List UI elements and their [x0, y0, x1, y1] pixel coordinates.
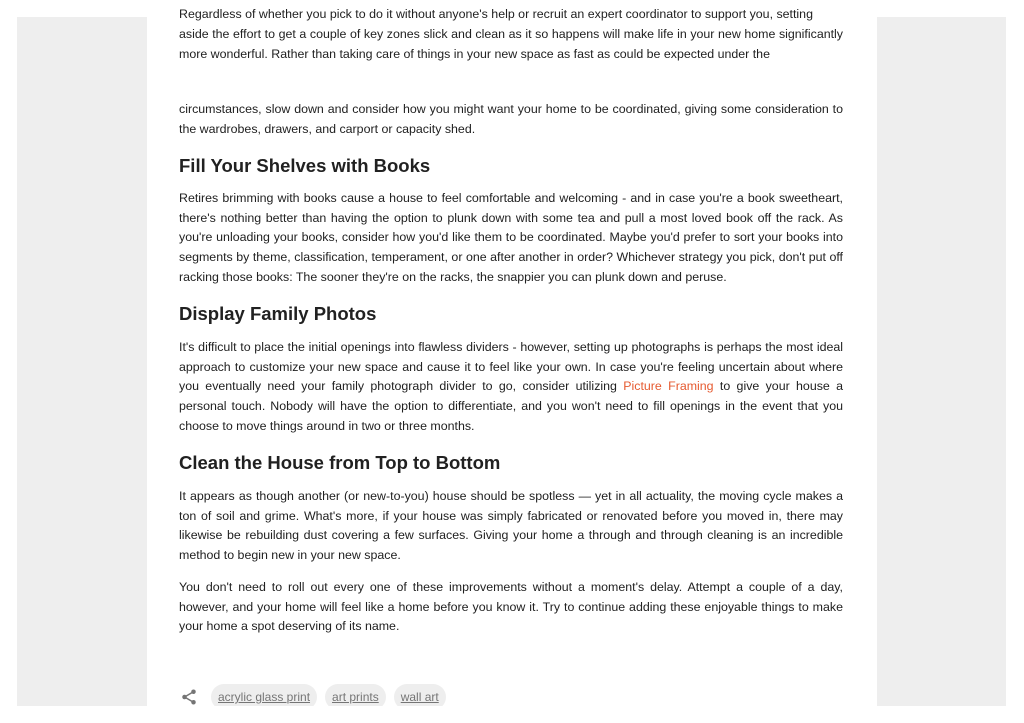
intro-paragraph-2: circumstances, slow down and consider how you might want your home to be coordinated, giving some consideration to the wardrobes, drawers, and carport or capacity shed. — [179, 102, 843, 136]
post-footer — [179, 683, 454, 706]
picture-framing-link[interactable]: Picture Framing — [623, 379, 714, 394]
photos-text-before-link: It's difficult to place the initial openings into flawless dividers - however, setting up photographs is perhaps the most ideal approach to customize your new space and cause it to feel like your own. In case you're feeling uncertain about where you eventually need your family photograph divider to go, consider utilizing — [179, 340, 843, 394]
section-body-photos — [179, 338, 843, 437]
share-icon-graphic — [180, 688, 198, 706]
section-heading-clean: Clean the House from Top to Bottom — [179, 452, 501, 473]
label-wall-art[interactable]: wall art — [394, 684, 446, 706]
label-art-prints[interactable]: art prints — [325, 684, 386, 706]
share-icon[interactable] — [179, 687, 199, 706]
section-heading-photos: Display Family Photos — [179, 303, 377, 324]
section-heading-books: Fill Your Shelves with Books — [179, 155, 431, 176]
intro-paragraph-1: aside the effort to get a couple of key zones slick and clean as it so happens will make life in your new home significantly more wonderful. Rather than taking care of things in your new space as fast as could be expected under the — [179, 27, 843, 61]
intro-cut-line: Regardless of whether you pick to do it without anyone's help or recruit an expert coordinator to support you, setting — [179, 7, 813, 21]
closing-paragraph: You don't need to roll out every one of these improvements without a moment's delay. Attempt a couple of a day, however, and your home will feel like a home before you know it. Try to continue adding these enjoyable things to make your home a spot deserving of its name. — [179, 580, 843, 634]
bottom-strip — [0, 706, 1024, 723]
photos-text-after-link: to give your house a personal touch. Nobody will have the option to differentiate, and you won't need to fill openings in the event that you choose to move things around in two or three months. — [179, 379, 844, 433]
section-body-clean: It appears as though another (or new-to-you) house should be spotless — yet in all actuality, the moving cycle makes a ton of soil and grime. What's more, if your house was simply fabricated or renovated before you moved in, there may likewise be rebuilding dust covering a few surfaces. Giving your home a through and through cleaning is an incredible method to begin new in your new space. — [179, 489, 843, 563]
post-card — [147, 0, 877, 706]
label-acrylic-glass-print[interactable]: acrylic glass print — [211, 684, 317, 706]
section-body-books: Retires brimming with books cause a house to feel comfortable and welcoming - and in case you're a book sweetheart, there's nothing better than having the option to plunk down with some tea and pull a most loved book off the rack. As you're unloading your books, consider how you'd like them to be coordinated. Maybe you'd prefer to sort your books into segments by theme, classification, temperament, or one after another in order? Whichever strategy you pick, don't put off racking those books: The sooner they're on the racks, the snappier you can plunk down and peruse. — [179, 191, 843, 284]
